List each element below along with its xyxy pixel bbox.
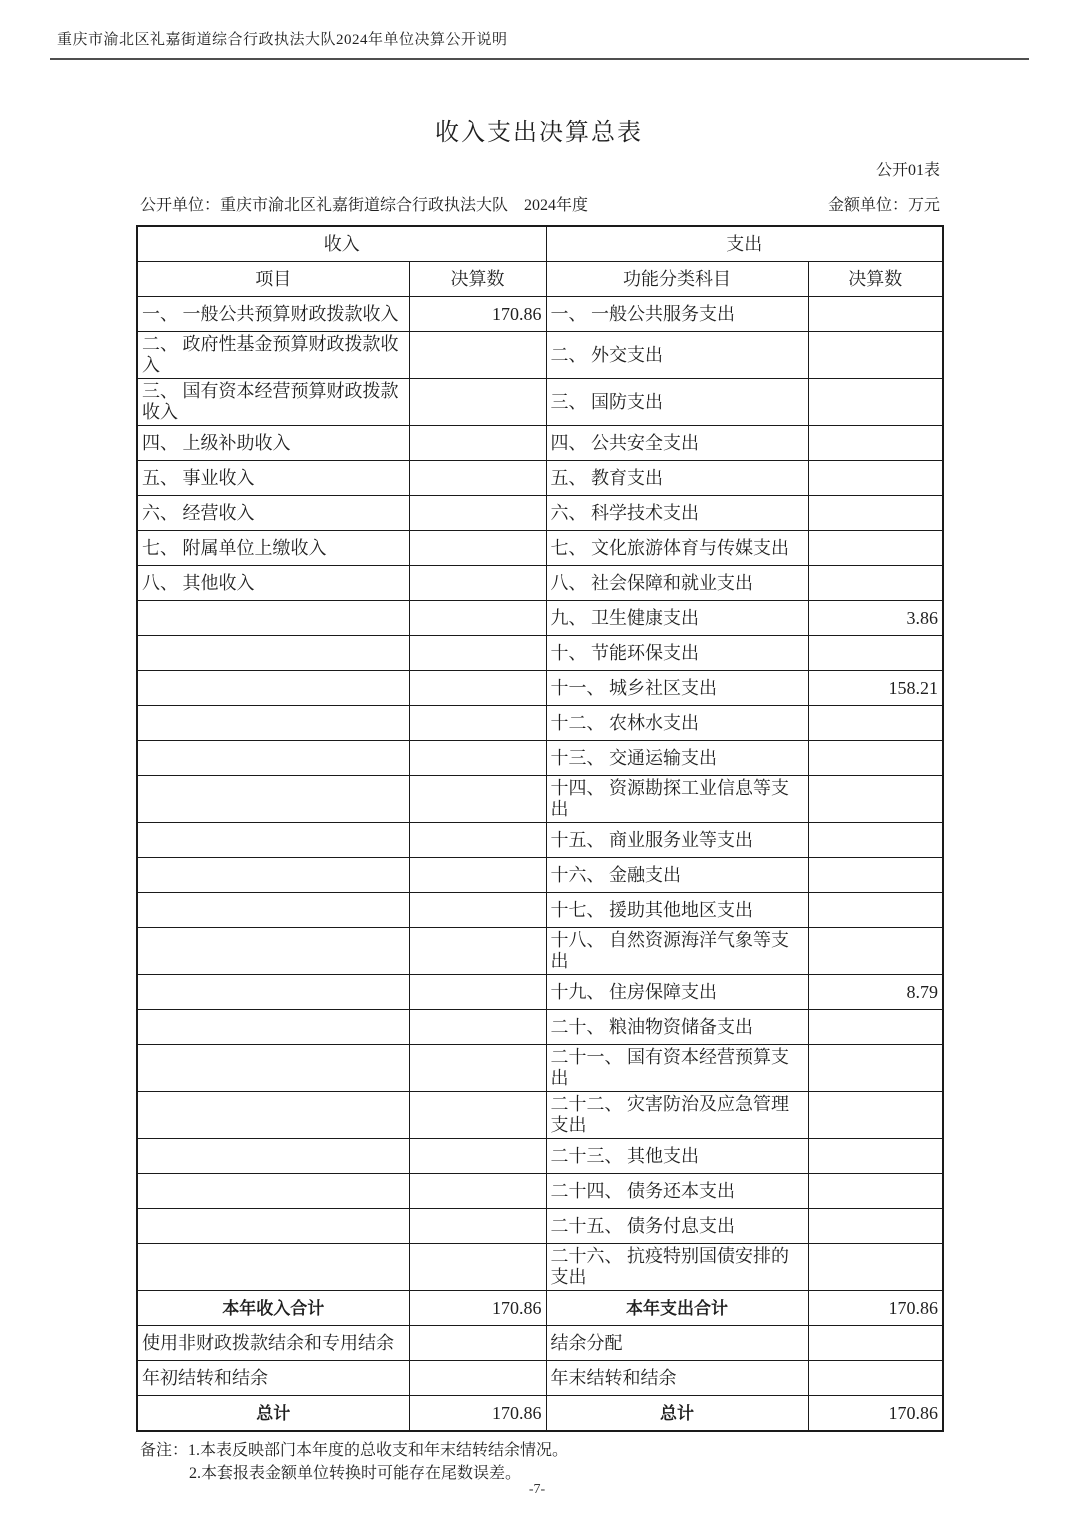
expense-amount-cell [808, 1045, 943, 1092]
income-item-cell: 四、 上级补助收入 [137, 426, 409, 461]
income-amount-cell [409, 1361, 546, 1396]
income-item-cell [137, 601, 409, 636]
income-amount-header: 决算数 [409, 262, 546, 297]
expense-item-cell: 二十、 粮油物资储备支出 [546, 1010, 808, 1045]
summary-row [137, 1396, 943, 1432]
income-amount-cell [409, 566, 546, 601]
table-body [137, 226, 943, 1431]
expense-amount-cell [808, 461, 943, 496]
income-amount-cell [409, 1010, 546, 1045]
income-item-cell [137, 893, 409, 928]
income-amount-cell [409, 1326, 546, 1361]
table-row [137, 741, 943, 776]
table-row [137, 706, 943, 741]
income-amount-cell [409, 379, 546, 426]
report-content [136, 118, 942, 1485]
income-amount-cell [409, 1209, 546, 1244]
expense-item-cell: 二十六、 抗疫特别国债安排的支出 [546, 1244, 808, 1291]
income-amount-cell [409, 776, 546, 823]
expense-item-cell: 九、 卫生健康支出 [546, 601, 808, 636]
expense-item-cell: 年末结转和结余 [546, 1361, 808, 1396]
table-row [137, 1010, 943, 1045]
income-expense-table [136, 225, 944, 1432]
page-number: -7- [528, 1482, 546, 1497]
income-amount-cell: 170.86 [409, 1291, 546, 1326]
expense-amount-cell [808, 893, 943, 928]
table-row [137, 461, 943, 496]
expense-item-cell: 二十二、 灾害防治及应急管理支出 [546, 1092, 808, 1139]
table-row [137, 928, 943, 975]
income-item-cell: 使用非财政拨款结余和专用结余 [137, 1326, 409, 1361]
expense-amount-cell [808, 741, 943, 776]
income-item-cell [137, 671, 409, 706]
expense-amount-cell [808, 823, 943, 858]
income-item-cell [137, 1139, 409, 1174]
expense-amount-cell [808, 1209, 943, 1244]
expense-item-cell: 本年支出合计 [546, 1291, 808, 1326]
expense-item-cell: 六、 科学技术支出 [546, 496, 808, 531]
summary-row [137, 1326, 943, 1361]
table-row [137, 379, 943, 426]
income-item-cell [137, 823, 409, 858]
income-item-cell [137, 1244, 409, 1291]
expense-amount-cell [808, 379, 943, 426]
expense-item-header: 功能分类科目 [546, 262, 808, 297]
income-amount-cell [409, 893, 546, 928]
table-row [137, 776, 943, 823]
expense-amount-cell [808, 1092, 943, 1139]
table-row [137, 671, 943, 706]
expense-amount-cell [808, 332, 943, 379]
income-amount-cell [409, 1139, 546, 1174]
expense-item-cell: 结余分配 [546, 1326, 808, 1361]
expense-amount-cell [808, 297, 943, 332]
expense-item-cell: 十一、 城乡社区支出 [546, 671, 808, 706]
table-group-header-row [137, 226, 943, 262]
expense-item-cell: 十九、 住房保障支出 [546, 975, 808, 1010]
expense-item-cell: 十五、 商业服务业等支出 [546, 823, 808, 858]
income-item-cell: 总计 [137, 1396, 409, 1432]
income-item-cell [137, 1174, 409, 1209]
income-amount-cell [409, 975, 546, 1010]
expense-amount-cell [808, 1010, 943, 1045]
expense-amount-cell: 3.86 [808, 601, 943, 636]
table-row [137, 1209, 943, 1244]
income-item-cell [137, 706, 409, 741]
expense-item-cell: 二十五、 债务付息支出 [546, 1209, 808, 1244]
table-row [137, 1244, 943, 1291]
income-amount-cell [409, 461, 546, 496]
expense-item-cell: 十、 节能环保支出 [546, 636, 808, 671]
income-amount-cell [409, 706, 546, 741]
income-amount-cell [409, 928, 546, 975]
income-amount-cell [409, 1174, 546, 1209]
table-row [137, 636, 943, 671]
expense-item-cell: 二十四、 债务还本支出 [546, 1174, 808, 1209]
notes-block [136, 1439, 942, 1485]
expense-group-header: 支出 [546, 226, 943, 262]
amount-unit-label: 金额单位：万元 [827, 197, 940, 214]
table-row [137, 531, 943, 566]
expense-item-cell: 十二、 农林水支出 [546, 706, 808, 741]
expense-item-cell: 十八、 自然资源海洋气象等支出 [546, 928, 808, 975]
table-row [137, 601, 943, 636]
income-group-header: 收入 [137, 226, 546, 262]
table-row [137, 332, 943, 379]
table-row [137, 426, 943, 461]
income-amount-cell [409, 823, 546, 858]
table-row [137, 1174, 943, 1209]
expense-item-cell: 二十一、 国有资本经营预算支出 [546, 1045, 808, 1092]
expense-item-cell: 总计 [546, 1396, 808, 1432]
expense-item-cell: 一、 一般公共服务支出 [546, 297, 808, 332]
document-header [50, 28, 1029, 60]
income-item-cell: 本年收入合计 [137, 1291, 409, 1326]
expense-item-cell: 十三、 交通运输支出 [546, 741, 808, 776]
expense-amount-cell [808, 1326, 943, 1361]
document-header-title: 重庆市渝北区礼嘉街道综合行政执法大队2024年单位决算公开说明 [57, 32, 508, 48]
income-item-cell: 八、 其他收入 [137, 566, 409, 601]
income-item-cell [137, 1092, 409, 1139]
expense-amount-cell [808, 636, 943, 671]
note-line-1: 备注：1.本表反映部门本年度的总收支和年末结转结余情况。 [140, 1442, 569, 1459]
income-item-cell: 年初结转和结余 [137, 1361, 409, 1396]
income-item-cell [137, 858, 409, 893]
table-row [137, 496, 943, 531]
expense-amount-cell [808, 426, 943, 461]
table-row [137, 297, 943, 332]
income-item-cell: 一、 一般公共预算财政拨款收入 [137, 297, 409, 332]
table-number-label: 公开01表 [875, 162, 940, 179]
income-amount-cell [409, 496, 546, 531]
income-amount-cell [409, 1244, 546, 1291]
income-item-cell [137, 1045, 409, 1092]
income-amount-cell [409, 858, 546, 893]
income-item-cell: 三、 国有资本经营预算财政拨款收入 [137, 379, 409, 426]
income-item-cell [137, 1209, 409, 1244]
expense-amount-cell: 8.79 [808, 975, 943, 1010]
table-row [137, 858, 943, 893]
income-amount-cell [409, 1045, 546, 1092]
expense-item-cell: 二、 外交支出 [546, 332, 808, 379]
meta-line [136, 192, 942, 215]
income-amount-cell [409, 1092, 546, 1139]
income-amount-cell [409, 531, 546, 566]
income-amount-cell [409, 671, 546, 706]
table-row [137, 1092, 943, 1139]
expense-amount-cell [808, 858, 943, 893]
expense-amount-cell: 158.21 [808, 671, 943, 706]
expense-amount-cell [808, 1361, 943, 1396]
expense-item-cell: 十七、 援助其他地区支出 [546, 893, 808, 928]
expense-item-cell: 十六、 金融支出 [546, 858, 808, 893]
table-row [137, 975, 943, 1010]
expense-amount-cell [808, 928, 943, 975]
table-column-header-row [137, 262, 943, 297]
expense-amount-cell [808, 531, 943, 566]
summary-row [137, 1361, 943, 1396]
table-row [137, 893, 943, 928]
income-item-cell: 六、 经营收入 [137, 496, 409, 531]
income-item-cell: 二、 政府性基金预算财政拨款收入 [137, 332, 409, 379]
income-amount-cell [409, 426, 546, 461]
expense-item-cell: 十四、 资源勘探工业信息等支出 [546, 776, 808, 823]
table-row [137, 1045, 943, 1092]
expense-item-cell: 七、 文化旅游体育与传媒支出 [546, 531, 808, 566]
expense-amount-cell: 170.86 [808, 1291, 943, 1326]
income-amount-cell [409, 601, 546, 636]
income-item-cell [137, 636, 409, 671]
expense-amount-cell [808, 1139, 943, 1174]
income-amount-cell: 170.86 [409, 297, 546, 332]
summary-row [137, 1291, 943, 1326]
income-item-cell [137, 1010, 409, 1045]
income-item-cell [137, 776, 409, 823]
public-unit-label: 公开单位：重庆市渝北区礼嘉街道综合行政执法大队 2024年度 [140, 197, 589, 214]
expense-item-cell: 四、 公共安全支出 [546, 426, 808, 461]
table-row [137, 566, 943, 601]
income-item-cell: 七、 附属单位上缴收入 [137, 531, 409, 566]
expense-item-cell: 二十三、 其他支出 [546, 1139, 808, 1174]
income-amount-cell: 170.86 [409, 1396, 546, 1432]
income-item-cell [137, 975, 409, 1010]
income-item-header: 项目 [137, 262, 409, 297]
expense-amount-cell [808, 1244, 943, 1291]
expense-amount-cell [808, 706, 943, 741]
page-title: 收入支出决算总表 [435, 120, 643, 146]
income-amount-cell [409, 741, 546, 776]
table-row [137, 1139, 943, 1174]
income-item-cell [137, 741, 409, 776]
expense-amount-cell [808, 566, 943, 601]
income-item-cell [137, 928, 409, 975]
expense-amount-cell: 170.86 [808, 1396, 943, 1432]
expense-amount-cell [808, 1174, 943, 1209]
note-line-2: 2.本套报表金额单位转换时可能存在尾数误差。 [189, 1465, 522, 1482]
expense-amount-cell [808, 776, 943, 823]
income-amount-cell [409, 332, 546, 379]
income-item-cell: 五、 事业收入 [137, 461, 409, 496]
income-amount-cell [409, 636, 546, 671]
expense-item-cell: 八、 社会保障和就业支出 [546, 566, 808, 601]
expense-amount-cell [808, 496, 943, 531]
table-row [137, 823, 943, 858]
expense-amount-header: 决算数 [808, 262, 943, 297]
expense-item-cell: 三、 国防支出 [546, 379, 808, 426]
expense-item-cell: 五、 教育支出 [546, 461, 808, 496]
